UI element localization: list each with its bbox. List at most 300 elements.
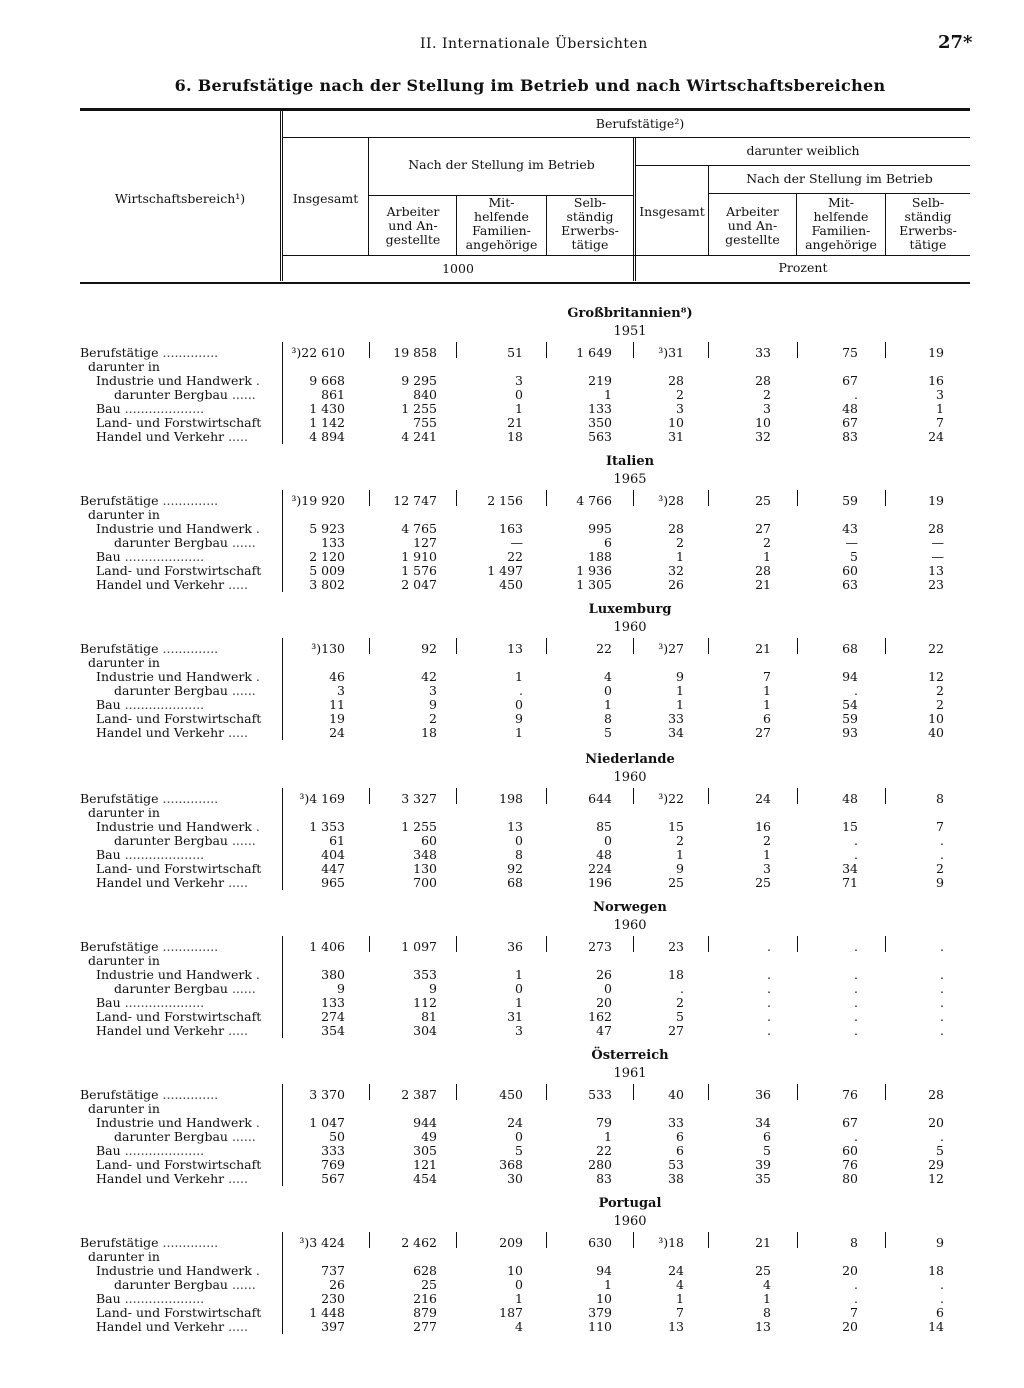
census-year: 1965	[613, 472, 647, 487]
table-cell: 162	[588, 1009, 612, 1024]
row-label	[80, 1024, 278, 1038]
leader-dots: ....................	[120, 996, 205, 1010]
row-label	[80, 522, 278, 536]
table-cell: 22	[928, 641, 944, 656]
table-cell: 53	[668, 1157, 684, 1172]
table-cell: .	[854, 683, 858, 698]
table-cell: 31	[507, 1009, 523, 1024]
table-cell: 4	[604, 669, 612, 684]
row-label	[80, 1116, 278, 1130]
header-mithelfende-line: Familien-	[472, 223, 531, 238]
header-nach-stellung: Nach der Stellung im Betrieb	[408, 157, 595, 172]
table-cell: 1	[604, 1277, 612, 1292]
row-label	[80, 430, 278, 444]
table-cell: 4 766	[576, 493, 612, 508]
table-cell: 14	[928, 1319, 944, 1334]
table-cell: 219	[588, 373, 612, 388]
row-label	[80, 726, 278, 740]
table-cell: 133	[321, 535, 345, 550]
table-cell: 5	[850, 549, 858, 564]
row-label	[80, 1102, 278, 1116]
table-cell: 273	[588, 939, 612, 954]
table-cell: 13	[507, 641, 523, 656]
column-header	[0, 0, 1024, 300]
row-label	[80, 578, 278, 592]
row-label-text: Land- und Forstwirtschaft	[96, 712, 262, 726]
header-arbeiter-w-line: Arbeiter	[726, 204, 779, 219]
table-cell: 7	[763, 669, 771, 684]
table-cell: 34	[842, 861, 858, 876]
row-label-text: Bau	[96, 1292, 121, 1306]
row-label-text: Land- und Forstwirtschaft	[96, 416, 262, 430]
header-top-rule	[80, 108, 970, 111]
table-cell: 3	[337, 683, 345, 698]
table-cell: 3	[515, 1023, 523, 1038]
row-label-text: Berufstätige	[80, 494, 159, 508]
leader-dots: .	[251, 1264, 260, 1278]
table-cell: .	[940, 1009, 944, 1024]
table-cell: .	[940, 833, 944, 848]
row-label	[80, 982, 278, 996]
table-cell: 20	[928, 1115, 944, 1130]
header-rule	[709, 193, 970, 194]
row-label	[80, 1130, 278, 1144]
table-cell: 15	[668, 819, 684, 834]
country-heading: Niederlande	[585, 752, 675, 767]
row-label-text: darunter in	[88, 360, 160, 374]
row-label	[80, 670, 278, 684]
table-cell: 24	[928, 429, 944, 444]
table-cell: 563	[588, 429, 612, 444]
table-cell: 9	[936, 1235, 944, 1250]
table-cell: ³)27	[658, 641, 684, 656]
table-cell: 67	[842, 415, 858, 430]
table-cell: 28	[668, 521, 684, 536]
row-label	[80, 862, 278, 876]
header-mithelfende	[457, 196, 546, 252]
row-label-text: Berufstätige	[80, 1088, 159, 1102]
row-label-text: darunter Bergbau	[114, 536, 228, 550]
table-cell: 280	[588, 1157, 612, 1172]
table-cell: 51	[507, 345, 523, 360]
row-label	[80, 1264, 278, 1278]
table-cell: 24	[755, 791, 771, 806]
table-cell: 404	[321, 847, 345, 862]
row-label-text: Industrie und Handwerk	[96, 522, 252, 536]
header-nach-stellung-w: Nach der Stellung im Betrieb	[746, 171, 933, 186]
row-label-text: Industrie und Handwerk	[96, 670, 252, 684]
table-cell: 1 305	[576, 577, 612, 592]
row-label-text: Land- und Forstwirtschaft	[96, 1158, 262, 1172]
table-cell: 48	[842, 401, 858, 416]
table-cell: 93	[842, 725, 858, 740]
row-label	[80, 968, 278, 982]
table-cell: 10	[507, 1263, 523, 1278]
header-insgesamt-w: Insgesamt	[639, 204, 705, 219]
table-cell: 1	[515, 669, 523, 684]
table-cell: 80	[842, 1171, 858, 1186]
table-cell: 379	[588, 1305, 612, 1320]
table-cell: .	[940, 1277, 944, 1292]
header-selbstaendig-w-line: tätige	[909, 237, 947, 252]
section-header: II. Internationale Übersichten	[420, 36, 648, 52]
table-cell: 130	[413, 861, 437, 876]
table-cell: —	[510, 535, 523, 550]
table-cell: 25	[755, 1263, 771, 1278]
leader-dots: .	[251, 968, 260, 982]
table-cell: .	[940, 939, 944, 954]
table-cell: .	[854, 1277, 858, 1292]
table-cell: 1	[936, 401, 944, 416]
table-cell: 1	[676, 683, 684, 698]
table-cell: 3 802	[309, 577, 345, 592]
table-cell: 198	[499, 791, 523, 806]
table-cell: 43	[842, 521, 858, 536]
table-cell: 2 047	[401, 577, 437, 592]
table-cell: 3	[763, 401, 771, 416]
table-cell: 4 765	[401, 521, 437, 536]
row-label	[80, 712, 278, 726]
row-label	[80, 564, 278, 578]
table-cell: .	[767, 1009, 771, 1024]
row-label-text: darunter Bergbau	[114, 982, 228, 996]
table-cell: 7	[850, 1305, 858, 1320]
table-cell: 4 894	[309, 429, 345, 444]
country-heading: Luxemburg	[588, 602, 672, 617]
leader-dots: .....	[224, 1320, 248, 1334]
row-label	[80, 642, 278, 656]
header-mithelfende-w-line: Mit-	[827, 195, 855, 210]
table-cell: 60	[842, 563, 858, 578]
row-label-text: Bau	[96, 698, 121, 712]
row-label	[80, 536, 278, 550]
table-cell: 1 936	[576, 563, 612, 578]
table-cell: 1 353	[309, 819, 345, 834]
table-cell: 450	[499, 577, 523, 592]
table-cell: ³)31	[658, 345, 684, 360]
row-label-text: darunter in	[88, 656, 160, 670]
table-cell: 995	[588, 521, 612, 536]
header-rule-stub	[280, 111, 281, 281]
row-label-text: Berufstätige	[80, 940, 159, 954]
row-label-text: Berufstätige	[80, 642, 159, 656]
table-cell: 10	[928, 711, 944, 726]
table-cell: 1 097	[401, 939, 437, 954]
table-cell: 7	[676, 1305, 684, 1320]
table-cell: 3	[429, 683, 437, 698]
table-cell: 944	[413, 1115, 437, 1130]
row-label	[80, 1320, 278, 1334]
row-label-text: Industrie und Handwerk	[96, 1116, 252, 1130]
table-cell: 67	[842, 373, 858, 388]
census-year: 1960	[613, 1214, 647, 1229]
header-unit-abs: 1000	[442, 261, 474, 276]
table-cell: 27	[668, 1023, 684, 1038]
table-cell: 1	[763, 1291, 771, 1306]
table-cell: 630	[588, 1235, 612, 1250]
header-arbeiter-w	[709, 205, 796, 247]
table-cell: 1	[676, 847, 684, 862]
table-cell: 9	[337, 981, 345, 996]
row-label	[80, 806, 278, 820]
table-cell: 21	[755, 577, 771, 592]
table-cell: 0	[515, 1277, 523, 1292]
table-cell: 28	[755, 563, 771, 578]
table-cell: 0	[515, 697, 523, 712]
table-cell: 67	[842, 1115, 858, 1130]
table-cell: .	[854, 1129, 858, 1144]
table-cell: 28	[928, 521, 944, 536]
table-cell: 39	[755, 1157, 771, 1172]
table-cell: 5	[936, 1143, 944, 1158]
table-cell: 12 747	[393, 493, 437, 508]
table-cell: 1	[763, 549, 771, 564]
row-label	[80, 550, 278, 564]
table-cell: 4	[763, 1277, 771, 1292]
table-cell: 224	[588, 861, 612, 876]
leader-dots: ......	[227, 834, 256, 848]
table-cell: —	[845, 535, 858, 550]
table-cell: 304	[413, 1023, 437, 1038]
row-label-text: Bau	[96, 550, 121, 564]
row-label	[80, 698, 278, 712]
leader-dots: .....	[224, 1172, 248, 1186]
header-selbstaendig-line: Selb-	[573, 195, 607, 210]
table-cell: 6	[676, 1143, 684, 1158]
table-cell: 60	[421, 833, 437, 848]
row-label-text: Land- und Forstwirtschaft	[96, 1306, 262, 1320]
table-cell: 11	[329, 697, 345, 712]
table-cell: 1 910	[401, 549, 437, 564]
leader-dots: ..............	[158, 642, 219, 656]
table-cell: 2	[676, 833, 684, 848]
page-number: 27*	[938, 32, 973, 53]
table-cell: 216	[413, 1291, 437, 1306]
table-cell: 3 327	[401, 791, 437, 806]
table-cell: 6	[676, 1129, 684, 1144]
row-label	[80, 684, 278, 698]
table-cell: 1	[676, 549, 684, 564]
table-cell: 31	[668, 429, 684, 444]
table-cell: 133	[321, 995, 345, 1010]
table-cell: 27	[755, 725, 771, 740]
table-cell: 16	[928, 373, 944, 388]
row-label	[80, 416, 278, 430]
table-cell: 533	[588, 1087, 612, 1102]
row-label	[80, 1172, 278, 1186]
table-cell: 879	[413, 1305, 437, 1320]
table-cell: 32	[668, 563, 684, 578]
leader-dots: .....	[224, 430, 248, 444]
table-cell: 92	[421, 641, 437, 656]
leader-dots: ......	[227, 1278, 256, 1292]
header-rule	[636, 165, 970, 166]
table-cell: 36	[507, 939, 523, 954]
table-cell: 333	[321, 1143, 345, 1158]
table-cell: .	[854, 1023, 858, 1038]
table-cell: 25	[668, 875, 684, 890]
table-body	[0, 300, 1024, 1388]
header-mithelfende-line: angehörige	[465, 237, 538, 252]
table-cell: 5	[676, 1009, 684, 1024]
table-cell: .	[767, 1023, 771, 1038]
header-bottom-rule	[80, 282, 970, 284]
table-cell: .	[680, 981, 684, 996]
table-cell: .	[854, 833, 858, 848]
table-cell: 33	[668, 1115, 684, 1130]
table-cell: 9 668	[309, 373, 345, 388]
leader-dots: ......	[227, 684, 256, 698]
header-mithelfende-w-line: helfende	[813, 209, 869, 224]
header-selbstaendig-w	[886, 196, 970, 252]
table-cell: 12	[928, 1171, 944, 1186]
table-cell: 12	[928, 669, 944, 684]
header-arbeiter-line: Arbeiter	[386, 204, 440, 219]
table-cell: .	[767, 967, 771, 982]
leader-dots: .	[251, 820, 260, 834]
row-label-text: darunter Bergbau	[114, 1130, 228, 1144]
census-year: 1961	[613, 1066, 647, 1081]
table-cell: 63	[842, 577, 858, 592]
table-cell: 16	[755, 819, 771, 834]
table-cell: 24	[507, 1115, 523, 1130]
table-cell: .	[940, 1023, 944, 1038]
table-cell: 38	[668, 1171, 684, 1186]
table-cell: ³)130	[311, 641, 345, 656]
row-label	[80, 656, 278, 670]
table-cell: 769	[321, 1157, 345, 1172]
leader-dots: ......	[227, 982, 256, 996]
row-label	[80, 346, 278, 360]
header-rule	[283, 255, 970, 256]
table-title: 6. Berufstätige nach der Stellung im Betrieb und nach Wirtschaftsbereichen	[174, 76, 886, 95]
table-cell: 35	[755, 1171, 771, 1186]
row-label	[80, 1292, 278, 1306]
leader-dots: .....	[224, 1024, 248, 1038]
table-cell: 34	[755, 1115, 771, 1130]
table-cell: 644	[588, 791, 612, 806]
table-cell: 9	[676, 669, 684, 684]
country-heading: Österreich	[591, 1048, 669, 1063]
table-cell: 24	[329, 725, 345, 740]
table-cell: 1 649	[576, 345, 612, 360]
table-cell: .	[854, 1291, 858, 1306]
row-label	[80, 494, 278, 508]
table-cell: 2	[763, 387, 771, 402]
table-cell: 83	[596, 1171, 612, 1186]
table-cell: 567	[321, 1171, 345, 1186]
leader-dots: ..............	[158, 940, 219, 954]
table-cell: 1 497	[487, 563, 523, 578]
row-label-text: Berufstätige	[80, 792, 159, 806]
table-cell: 22	[596, 641, 612, 656]
table-cell: 127	[413, 535, 437, 550]
table-cell: 10	[596, 1291, 612, 1306]
table-cell: 196	[588, 875, 612, 890]
table-cell: 861	[321, 387, 345, 402]
table-cell: 34	[668, 725, 684, 740]
table-cell: 0	[604, 981, 612, 996]
table-cell: 8	[763, 1305, 771, 1320]
table-cell: 4	[676, 1277, 684, 1292]
table-cell: 2	[763, 833, 771, 848]
header-rule	[368, 137, 369, 255]
table-cell: 380	[321, 967, 345, 982]
row-label-text: Berufstätige	[80, 1236, 159, 1250]
row-label	[80, 940, 278, 954]
table-cell: 68	[842, 641, 858, 656]
table-cell: 110	[588, 1319, 612, 1334]
table-cell: 1 430	[309, 401, 345, 416]
table-cell: 60	[842, 1143, 858, 1158]
row-label	[80, 402, 278, 416]
table-cell: .	[854, 981, 858, 996]
table-cell: 0	[515, 387, 523, 402]
table-cell: 81	[421, 1009, 437, 1024]
table-cell: .	[854, 1009, 858, 1024]
table-cell: .	[854, 995, 858, 1010]
table-cell: 47	[596, 1023, 612, 1038]
table-cell: 21	[755, 1235, 771, 1250]
table-cell: 1 142	[309, 415, 345, 430]
row-label-text: darunter in	[88, 954, 160, 968]
leader-dots: .	[251, 1116, 260, 1130]
leader-dots: ....................	[120, 1292, 205, 1306]
table-cell: 188	[588, 549, 612, 564]
table-cell: 1	[604, 1129, 612, 1144]
row-label-text: Land- und Forstwirtschaft	[96, 564, 262, 578]
table-cell: 36	[755, 1087, 771, 1102]
table-cell: 8	[604, 711, 612, 726]
table-cell: 48	[842, 791, 858, 806]
header-mithelfende-line: helfende	[474, 209, 529, 224]
leader-dots: ......	[227, 536, 256, 550]
table-cell: 19	[928, 493, 944, 508]
row-label	[80, 1236, 278, 1250]
leader-dots: ..............	[158, 346, 219, 360]
table-cell: 112	[413, 995, 437, 1010]
row-label	[80, 1250, 278, 1264]
leader-dots: ..............	[158, 1088, 219, 1102]
row-label	[80, 1088, 278, 1102]
header-selbstaendig-w-line: Selb-	[911, 195, 945, 210]
table-cell: 33	[668, 711, 684, 726]
table-cell: 6	[936, 1305, 944, 1320]
row-label-text: darunter in	[88, 806, 160, 820]
table-cell: 50	[329, 1129, 345, 1144]
table-cell: .	[940, 981, 944, 996]
row-label-text: Handel und Verkehr	[96, 1320, 225, 1334]
table-cell: .	[940, 967, 944, 982]
leader-dots: ....................	[120, 1144, 205, 1158]
row-label	[80, 508, 278, 522]
table-cell: 1	[676, 1291, 684, 1306]
table-cell: 13	[668, 1319, 684, 1334]
table-cell: .	[940, 1129, 944, 1144]
table-cell: 10	[755, 415, 771, 430]
table-cell: ³)22	[658, 791, 684, 806]
table-cell: 5 009	[309, 563, 345, 578]
table-cell: 9	[515, 711, 523, 726]
table-cell: 48	[596, 847, 612, 862]
row-label-text: Land- und Forstwirtschaft	[96, 1010, 262, 1024]
leader-dots: ..............	[158, 792, 219, 806]
table-cell: 13	[755, 1319, 771, 1334]
table-cell: 8	[515, 847, 523, 862]
row-label-text: Handel und Verkehr	[96, 726, 225, 740]
row-label-text: Land- und Forstwirtschaft	[96, 862, 262, 876]
table-cell: .	[767, 939, 771, 954]
